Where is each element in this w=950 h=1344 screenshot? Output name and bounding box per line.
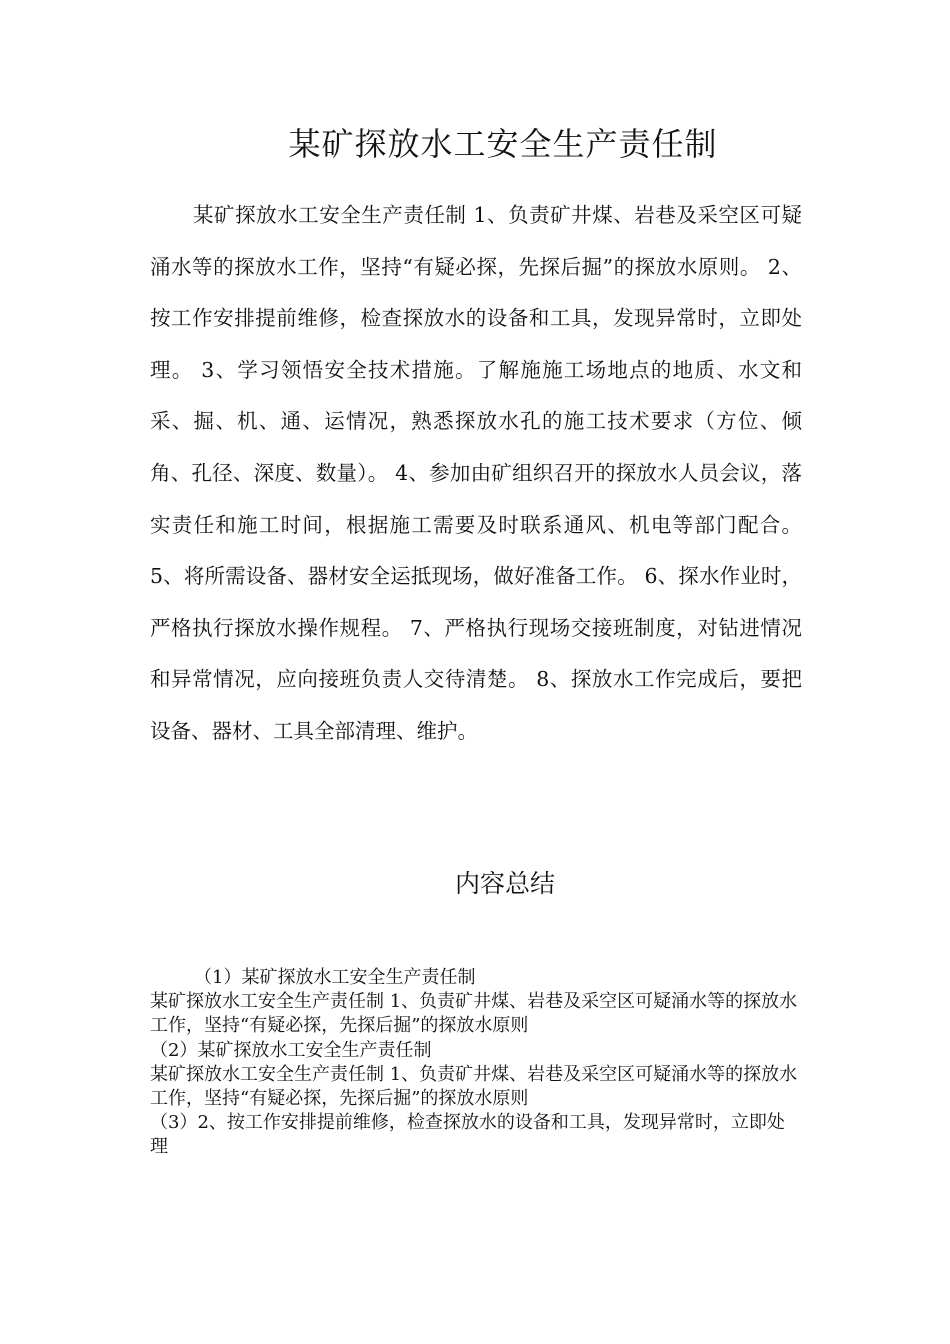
document-title: 某矿探放水工安全生产责任制 xyxy=(288,125,718,163)
summary-item-body: 某矿探放水工安全生产责任制 1、负责矿井煤、岩巷及采空区可疑涌水等的探放水工作，坚持“有疑必探，先探后掘”的探放水原则 xyxy=(150,991,798,1037)
summary-list xyxy=(150,966,800,1160)
summary-item-3 xyxy=(150,1111,800,1159)
summary-item-1 xyxy=(150,966,800,1039)
summary-title: 内容总结 xyxy=(454,869,555,898)
summary-item-body: 某矿探放水工安全生产责任制 1、负责矿井煤、岩巷及采空区可疑涌水等的探放水工作，坚持“有疑必探，先探后掘”的探放水原则 xyxy=(150,1063,798,1110)
document-body: 某矿探放水工安全生产责任制 1、负责矿井煤、岩巷及采空区可疑涌水等的探放水工作，坚持“有疑必探，先探后掘”的探放水原则。 2、按工作安排提前维修，检查探放水的设备和工具，发现异常时，立即处理。 3、学习领悟安全技术措施。了解施施工场地点的地质、水文和采、掘、机、通、运情况，熟悉探放水孔的施工技术要求（方位、倾角、孔径、深度、数量）。 4、参加由矿组织召开的探放水人员会议，落实责任和施工时间，根据施工需要及时联系通风、机电等部门配合。 5、将所需设备、器材安全运抵现场，做好准备工作。 6、探水作业时，严格执行探放水操作规程。 7、严格执行现场交接班制度，对钻进情况和异常情况，应向接班负责人交待清楚。 8、探放水工作完成后，要把设备、器材、工具全部清理、维护。 xyxy=(150,203,802,743)
summary-item-2 xyxy=(150,1039,800,1112)
summary-item-heading: （3）2、按工作安排提前维修，检查探放水的设备和工具，发现异常时，立即处理 xyxy=(150,1112,785,1158)
summary-item-heading: （1）某矿探放水工安全生产责任制 xyxy=(194,967,476,988)
summary-item-heading: （2）某矿探放水工安全生产责任制 xyxy=(150,1039,432,1061)
